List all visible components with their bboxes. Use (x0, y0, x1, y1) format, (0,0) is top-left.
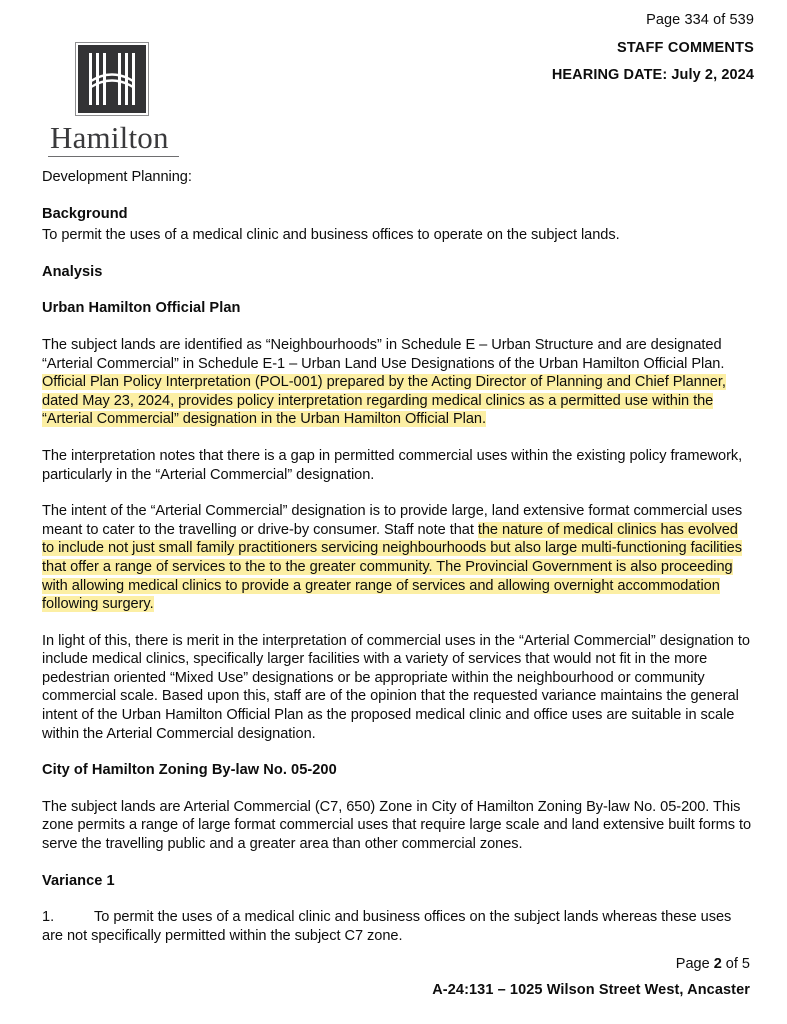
hamilton-logo (48, 43, 188, 157)
footer-page-current: 2 (713, 956, 722, 972)
hamilton-city-crest-icon (76, 43, 148, 115)
heading-urban-hamilton-official-plan: Urban Hamilton Official Plan (42, 300, 241, 317)
paragraph-background: To permit the uses of a medical clinic and business offices to operate on the subject lands. (42, 227, 620, 244)
heading-zoning-bylaw: City of Hamilton Zoning By-law No. 05-200 (42, 762, 337, 779)
paragraph-uhop-1 (42, 336, 752, 429)
document-body (42, 168, 752, 945)
section-label: Development Planning: (42, 169, 192, 185)
hearing-date: HEARING DATE: July 2, 2024 (551, 67, 754, 83)
header-right-block (552, 13, 754, 83)
paragraph-uhop-3 (42, 502, 752, 614)
footer-page-prefix: Page (675, 956, 714, 972)
page-footer (432, 957, 750, 997)
document-title: STAFF COMMENTS (616, 39, 754, 56)
variance-item-number: 1. (42, 909, 55, 926)
page-header (0, 0, 787, 160)
hamilton-wordmark: Hamilton (50, 120, 169, 155)
paragraph-uhop-2: The interpretation notes that there is a gap in permitted commercial uses within the existing policy framework, particularly in the “Arterial Commercial” designation. (42, 447, 743, 483)
heading-variance-1: Variance 1 (42, 872, 115, 889)
paragraph-uhop-4: In light of this, there is merit in the interpretation of commercial uses in the “Arterial Commercial” designation to include medical clinics, specifically larger facilities with a variety of services that would not fit in the more pedestrian oriented “Mixed Use” designations or be appropriate within the neighbourhood or community commercial scale. Based upon this, staff are of the opinion that the requested variance maintains the general intent of the Urban Hamilton Official Plan as the proposed medical clinic and office uses are suitable in scale within the Arterial Commercial designation. (42, 632, 750, 742)
heading-background: Background (42, 205, 128, 222)
page-indicator: Page 334 of 539 (646, 12, 754, 28)
footer-file-reference: A-24:131 – 1025 Wilson Street West, Ancaster (432, 981, 750, 998)
wordmark-underline (48, 156, 179, 157)
paragraph-zoning: The subject lands are Arterial Commercial (C7, 650) Zone in City of Hamilton Zoning By-law No. 05-200. This zone permits a range of large format commercial uses that require large scale and land extensive built forms to serve the travelling public and a greater area than other commercial zones. (42, 798, 752, 853)
uhop-3-plain-text: The intent of the “Arterial Commercial” designation is to provide large, land extensive format commercial uses meant to cater to the travelling or drive-by consumer. Staff note that (42, 503, 743, 538)
uhop-3-highlighted-text: the nature of medical clinics has evolved to include not just small family practitioners servicing neighbourhoods but also large multi-functioning facilities that offer a range of services to the to the greater community. The Provincial Government is also proceeding with allowing medical clinics to provide a greater range of services and allowing overnight accommodation following surgery. (42, 521, 742, 613)
paragraph-variance-item-1 (42, 908, 752, 945)
heading-analysis: Analysis (42, 263, 103, 280)
variance-item-text: To permit the uses of a medical clinic and business offices on the subject lands whereas these uses are not specifically permitted within the subject C7 zone. (42, 909, 732, 944)
footer-page-suffix: of 5 (721, 956, 750, 972)
footer-page-number (432, 957, 750, 972)
uhop-1-plain-text: The subject lands are identified as “Neighbourhoods” in Schedule E – Urban Structure and are designated “Arterial Commercial” in Schedule E-1 – Urban Land Use Designations of the Urban Hamilton Official Plan. (42, 336, 725, 372)
uhop-1-highlighted-text: Official Plan Policy Interpretation (POL-001) prepared by the Acting Director of Planning and Chief Planner, dated May 23, 2024, provides policy interpretation regarding medical clinics as a permitted use within the “Arterial Commercial” designation in the Urban Hamilton Official Plan. (42, 374, 726, 428)
